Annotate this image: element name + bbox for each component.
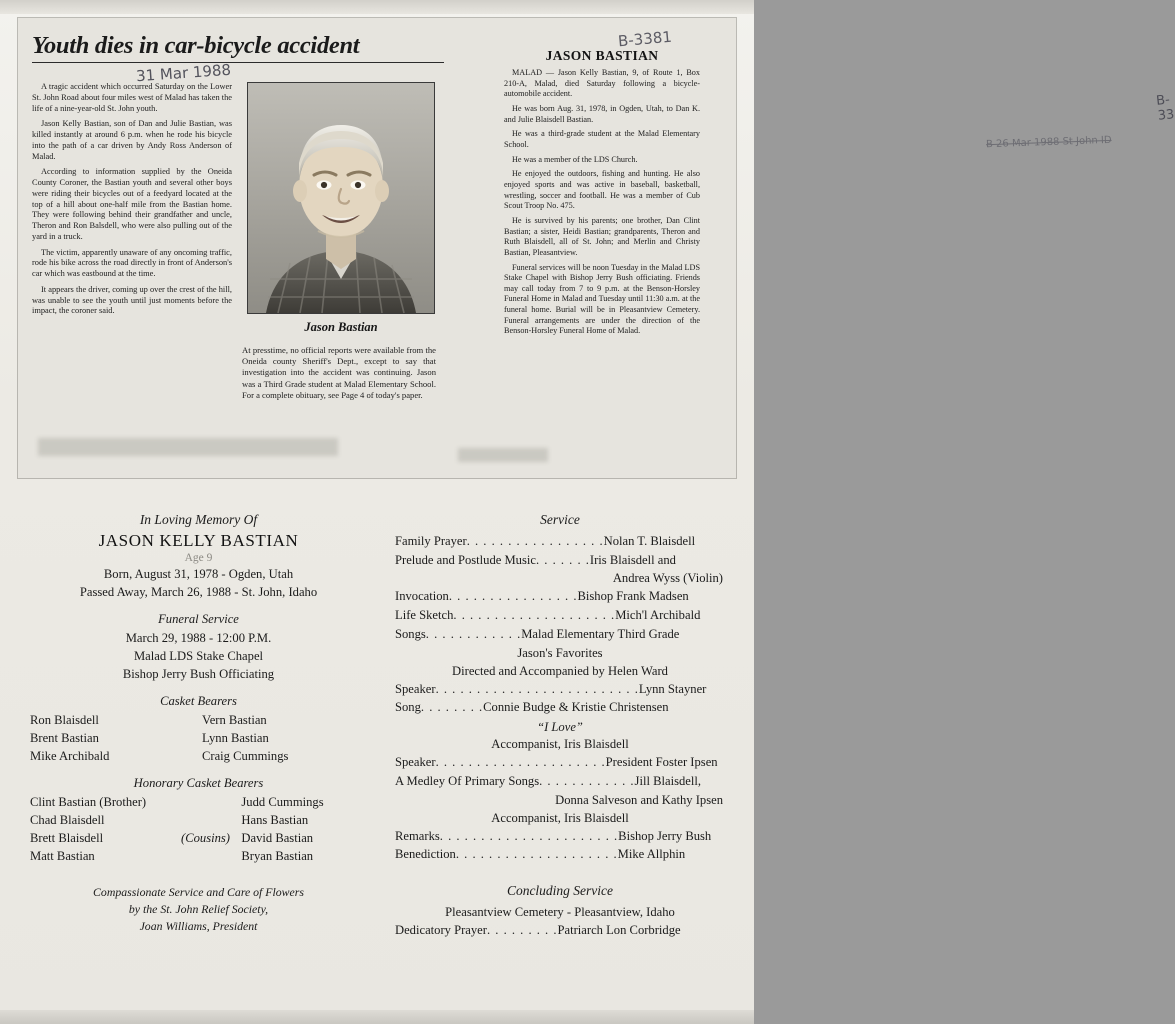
honorary-note-spacer xyxy=(170,849,242,864)
honorary-bearer-name: David Bastian xyxy=(241,831,314,845)
casket-bearer-name: Ron Blaisdell xyxy=(30,713,99,727)
photo-column xyxy=(240,82,442,401)
casket-bearers-list xyxy=(26,713,371,764)
portrait-photo xyxy=(247,82,435,314)
clipping-left-column xyxy=(28,26,448,474)
service-item-label: Family Prayer xyxy=(395,534,467,548)
casket-bearer-row xyxy=(26,731,371,746)
compassionate-service-note xyxy=(26,884,371,935)
service-item-dots: . . . . . . . . . . . . . . . . . . . . . xyxy=(435,755,606,770)
casket-bearer-row xyxy=(26,713,371,728)
closing-line: Joan Williams, President xyxy=(139,919,258,934)
article-paragraph: Jason Kelly Bastian, son of Dan and Julie Bastian, was killed instantly at around 6 p.m. when he rode his bicycle into the path of a car driven by Andy Ross Anderson of Malad. xyxy=(32,119,232,161)
service-item-label: Song xyxy=(395,700,421,715)
service-label: Service xyxy=(540,512,580,527)
service-item-value: Bishop Frank Madsen xyxy=(577,589,689,604)
service-item xyxy=(395,755,725,771)
deceased-name: JASON KELLY BASTIAN xyxy=(98,531,299,550)
obituary-paragraph: He was a third-grade student at the Malad Elementary School. xyxy=(504,129,700,149)
song-title: “I Love” xyxy=(537,720,583,735)
obituary-paragraph: Funeral services will be noon Tuesday in the Malad LDS Stake Chapel with Bishop Jerry Bush officiating. Friends may call today from 7 to 9 p.m. at the Benson-Horsley Funeral Home in Malad and Tuesday until 11:30 a.m. at the funeral home. Burial will be in Pleasantview Cemetery. Funeral arrangements are under the direction of the Benson-Horsley Funeral Home of Malad. xyxy=(504,262,700,336)
service-item-value: Mike Allphin xyxy=(617,847,686,862)
service-item-value: Bishop Jerry Bush xyxy=(618,828,712,843)
honorary-bearer-name: Matt Bastian xyxy=(30,849,95,863)
honorary-bearer-name: Hans Bastian xyxy=(241,813,309,827)
service-item-label: Dedicatory Prayer xyxy=(395,923,487,938)
service-item-label: Invocation xyxy=(395,589,449,604)
article-body xyxy=(32,82,232,472)
honorary-bearer-name: Chad Blaisdell xyxy=(30,813,105,827)
service-item xyxy=(395,589,725,605)
honorary-bearers-list xyxy=(26,795,371,864)
article-paragraph: According to information supplied by the Oneida County Coroner, the Bastian youth and several other boys were riding their bicycles out of a feedyard located at the top of a hill about one-half mile from the Bastian home. They were following behind their grandfather and uncle, Theron and Ron Balsdell, who were also pulling out of the yard in a truck. xyxy=(32,167,232,241)
service-item-label: Songs xyxy=(395,626,426,641)
article-paragraph: It appears the driver, coming up over the crest of the hill, was unable to see the youth until just moments before the impact, the coroner said. xyxy=(32,284,232,316)
article-paragraph: The victim, apparently unaware of any oncoming traffic, rode his bike across the road directly in front of Anderson's car which was eastbound at the time. xyxy=(32,247,232,278)
service-item-value: Patriarch Lon Corbridge xyxy=(557,923,681,938)
casket-bearer-name: Mike Archibald xyxy=(30,749,110,763)
honorary-bearer-row xyxy=(26,831,371,846)
service-item xyxy=(395,700,725,716)
concluding-service-label: Concluding Service xyxy=(506,883,614,899)
service-item-value: Iris Blaisdell and xyxy=(589,552,676,567)
funeral-program xyxy=(0,500,754,1010)
service-item xyxy=(395,774,725,790)
service-item-dots: . . . . . . . . . . . . xyxy=(539,773,635,788)
service-item-center: Directed and Accompanied by Helen Ward xyxy=(452,663,668,678)
service-item-label: Life Sketch xyxy=(395,608,454,623)
honorary-bearer-name: Brett Blaisdell xyxy=(30,831,104,845)
deceased-age: Age 9 xyxy=(184,552,213,564)
honorary-bearer-name: Bryan Bastian xyxy=(241,849,314,863)
honorary-bearer-row xyxy=(26,795,371,810)
service-item-value: President Foster Ipsen xyxy=(605,755,718,770)
service-item-dots: . . . . . . . . . . . . . . . . xyxy=(448,589,578,604)
service-item-center: Jason's Favorites xyxy=(517,645,603,660)
article-paragraph: A tragic accident which occurred Saturday on the Lower St. John Road about four miles west of Malad has taken the life of a nine-year-old St. John youth. xyxy=(32,82,232,113)
service-item-center: Accompanist, Iris Blaisdell xyxy=(491,737,629,752)
honorary-bearer-name: Judd Cummings xyxy=(241,795,324,809)
service-item-dots: . . . . . . . . . . . . . . . . . xyxy=(466,534,604,548)
service-item-continuation: Donna Salveson and Kathy Ipsen xyxy=(555,792,723,807)
casket-bearers-label: Casket Bearers xyxy=(160,694,237,708)
service-item-value: Mich'l Archibald xyxy=(615,608,701,623)
service-item xyxy=(395,847,725,863)
service-item-dots: . . . . . . . . . . . . xyxy=(425,626,522,641)
service-item xyxy=(395,534,725,550)
handwritten-code-near-name: B-33 xyxy=(1155,92,1175,124)
honorary-bearers-label: Honorary Casket Bearers xyxy=(133,776,264,790)
page-top-edge xyxy=(0,0,754,14)
service-item-value: Malad Elementary Third Grade xyxy=(521,626,680,641)
service-item-label: Speaker xyxy=(395,681,436,696)
concluding-service-section xyxy=(395,883,725,939)
service-item-label: Benediction xyxy=(395,847,456,862)
program-right-column xyxy=(395,512,725,942)
obituary-paragraph: He enjoyed the outdoors, fishing and hunting. He also enjoyed sports and was active in baseball, basketball, wrestling, soccer and football. He was a member of Cub Scout Troop No. 475. xyxy=(504,169,700,211)
obituary-name: JASON BASTIAN xyxy=(545,48,659,63)
casket-bearer-name: Craig Cummings xyxy=(202,749,289,763)
casket-bearer-name: Brent Bastian xyxy=(30,731,99,745)
honorary-bearer-row xyxy=(26,849,371,864)
obituary-column xyxy=(496,48,1175,341)
honorary-cousins-note: (Cousins) xyxy=(181,831,230,845)
service-item xyxy=(395,627,725,643)
service-item-value: Lynn Stayner xyxy=(638,681,707,696)
honorary-note-spacer xyxy=(170,795,242,810)
service-item-label: Speaker xyxy=(395,755,436,770)
service-item-label: Remarks xyxy=(395,828,440,843)
closing-line: Compassionate Service and Care of Flowers xyxy=(93,885,304,899)
boy-portrait-illustration xyxy=(248,83,434,313)
casket-bearer-row xyxy=(26,749,371,764)
service-item-dots: . . . . . . . . . . . . . . . . . . . . . . xyxy=(439,828,619,843)
program-left-column xyxy=(26,512,371,935)
funeral-line: Malad LDS Stake Chapel xyxy=(133,649,264,663)
service-item xyxy=(395,923,725,939)
funeral-line: March 29, 1988 - 12:00 P.M. xyxy=(125,631,272,645)
funeral-line: Bishop Jerry Bush Officiating xyxy=(122,667,275,681)
casket-bearer-name: Lynn Bastian xyxy=(202,731,269,745)
service-item xyxy=(395,829,725,845)
casket-bearer-name: Vern Bastian xyxy=(202,713,267,727)
service-item xyxy=(395,682,725,698)
birth-line: Born, August 31, 1978 - Ogden, Utah xyxy=(103,567,294,581)
service-item-dots: . . . . . . . xyxy=(535,552,590,567)
service-item-dots: . . . . . . . . . . . . . . . . . . . . xyxy=(453,608,616,623)
scan-smudge xyxy=(458,448,548,462)
service-item xyxy=(395,553,725,569)
obituary-paragraph: MALAD — Jason Kelly Bastian, 9, of Route 1, Box 210-A, Malad, died Saturday following a bicycle-automobile accident. xyxy=(504,68,700,99)
in-loving-memory-label: In Loving Memory Of xyxy=(139,512,258,527)
service-item-value: Connie Budge & Kristie Christensen xyxy=(483,700,669,715)
honorary-bearer-row xyxy=(26,813,371,828)
service-item-dots: . . . . . . . . . . . . . . . . . . . . xyxy=(455,847,618,862)
photo-caption: Jason Bastian xyxy=(304,320,378,334)
service-item-continuation: Andrea Wyss (Violin) xyxy=(612,571,723,586)
service-item-dots: . . . . . . . . . . . . . . . . . . . . . . . . . xyxy=(435,681,639,696)
service-item-label: A Medley Of Primary Songs xyxy=(395,773,540,788)
service-item-dots: . . . . . . . . xyxy=(420,700,484,715)
article-headline: Youth dies in car-bicycle accident xyxy=(32,32,360,59)
death-line: Passed Away, March 26, 1988 - St. John, Idaho xyxy=(79,585,318,599)
page-bottom-edge xyxy=(0,1010,754,1024)
funeral-service-label: Funeral Service xyxy=(158,612,239,626)
closing-line: by the St. John Relief Society, xyxy=(128,902,269,917)
service-item-center: Accompanist, Iris Blaisdell xyxy=(491,810,629,825)
service-item-value: Nolan T. Blaisdell xyxy=(603,534,696,548)
honorary-note-spacer xyxy=(170,813,242,828)
service-item-value: Jill Blaisdell, xyxy=(634,773,702,788)
newspaper-clipping xyxy=(18,18,1175,478)
obituary-paragraph: He was born Aug. 31, 1978, in Ogden, Utah, to Dan K. and Julie Blaisdell Bastian. xyxy=(504,103,700,124)
headline-rule xyxy=(32,62,444,63)
handwritten-struck-note: B 26 Mar 1988 St John ID xyxy=(985,134,1112,151)
obituary-body xyxy=(504,68,700,337)
service-item xyxy=(395,608,725,624)
cemetery-line: Pleasantview Cemetery - Pleasantview, Idaho xyxy=(445,905,675,920)
service-item-dots: . . . . . . . . . xyxy=(486,923,558,938)
obituary-paragraph: He is survived by his parents; one brother, Dan Clint Bastian; a sister, Heidi Bastian; grandparents, Theron and Ruth Blaisdell, all of St. John; and Merlin and Christy Bastian, Pleasantview. xyxy=(504,215,700,257)
handwritten-date: 31 Mar 1988 xyxy=(135,60,232,86)
obituary-paragraph: He was a member of the LDS Church. xyxy=(512,154,638,164)
honorary-bearer-name: Clint Bastian (Brother) xyxy=(30,795,147,809)
handwritten-archive-code: B-3381 xyxy=(617,27,673,51)
photo-note: At presstime, no official reports were available from the Oneida county Sheriff's Dept., except to say that investigation into the accident was continuing. Jason was a Third Grade student at Malad Elementary School. For a complete obituary, see Page 4 of today's paper. xyxy=(242,345,436,400)
service-item-label: Prelude and Postlude Music xyxy=(395,552,536,567)
